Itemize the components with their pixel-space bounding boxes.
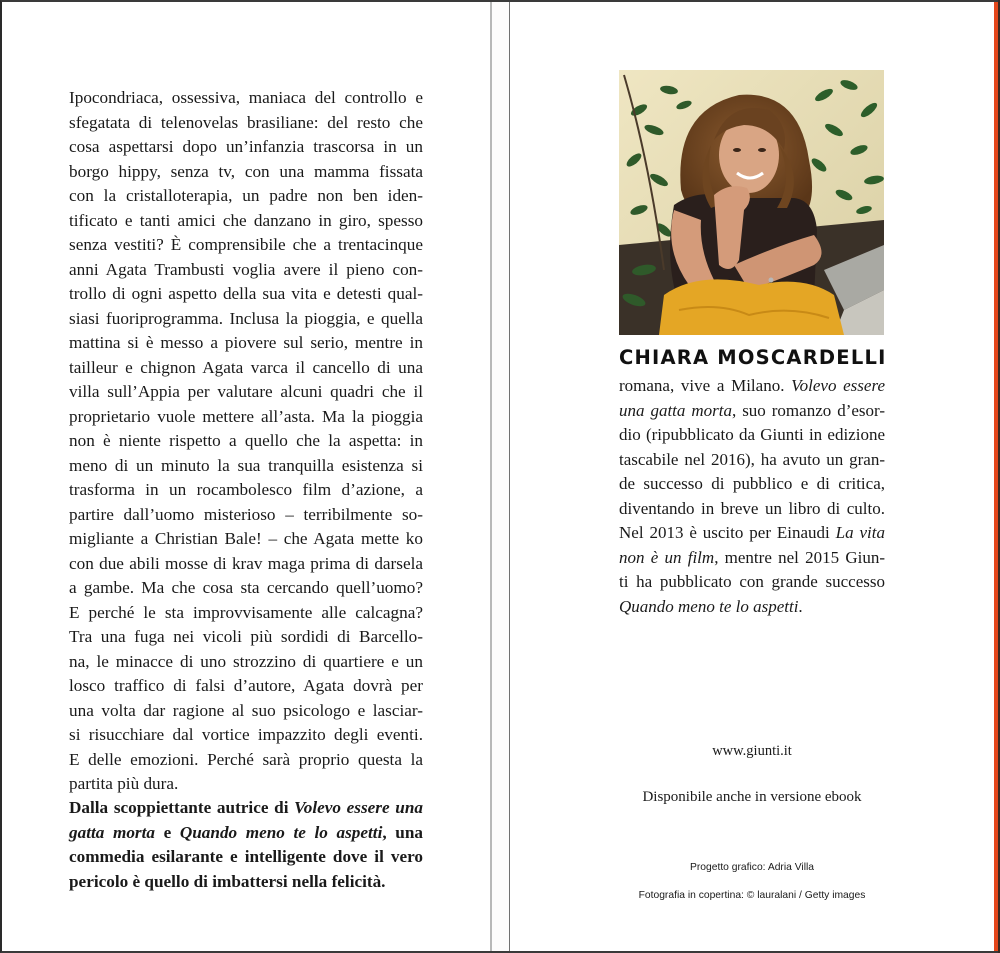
blurb-line: cosa aspettarsi dopo un’infanzia trascorsa in un [69, 137, 423, 156]
book-title: Volevo essere [791, 376, 885, 395]
author-portrait-illustration [619, 70, 884, 335]
blurb-line: si risucchiare dal vortice impazzito degli eventi. [69, 725, 423, 744]
blurb-line: trasforma in un rocambolesco film d’azione, a [69, 480, 423, 499]
blurb-line: partita più dura. [69, 774, 179, 793]
blurb-line: E delle emozioni. Perché sarà proprio questa la [69, 749, 423, 769]
blurb-line: villa sull’Appia per valutare alcuni quadri che il [69, 382, 423, 401]
tagline-line [69, 821, 423, 846]
blurb-line: Ipocondriaca, ossessiva, maniaca del controllo e [69, 88, 423, 107]
promo-tagline [69, 796, 423, 894]
blurb-line: senza vestiti? È comprensibile che a trentacinque [69, 235, 423, 254]
bio-text: romana, vive a Milano. [619, 376, 792, 395]
design-credit: Progetto grafico: Adria Villa [689, 862, 814, 873]
blurb-line: migliante a Christian Bale! – che Agata mette ko [69, 529, 423, 548]
bio-text: Nel 2013 è uscito per Einaudi [619, 523, 836, 542]
book-title: Volevo essere una [294, 798, 423, 817]
bio-text: , mentre nel 2015 Giun- [714, 547, 885, 567]
book-title: Quando meno te lo aspetti [179, 822, 383, 842]
publisher-website[interactable]: www.giunti.it [712, 743, 792, 759]
bio-text: . [798, 596, 803, 616]
blurb-line: non è niente rispetto a quello che la aspetta: in [69, 431, 423, 450]
blurb-line: a gambe. Ma che cosa sta cercando quell’uomo? [69, 578, 423, 597]
tagline-line [69, 796, 423, 821]
blurb-line: siasi fuoriprogramma. Inclusa la pioggia, e quella [69, 308, 423, 328]
tagline-text: Dalla scoppiettante autrice di [69, 798, 295, 817]
blurb-line: sfegatata di telenovelas brasiliane: del resto che [69, 112, 423, 132]
blurb-line: trollo di ogni aspetto della sua vita e detesti qual- [69, 284, 423, 303]
bio-line: de successo di pubblico e di critica, [619, 474, 885, 493]
blurb-line: losco traffico di falsi d’autore, Agata dovrà per [69, 676, 423, 695]
bio-line: tascabile nel 2016), ha avuto un gran- [619, 449, 885, 469]
blurb-line: mattina si è messo a piovere sul serio, mentre in [69, 333, 423, 352]
blurb-line: na, le minacce di uno strozzino di quartiere e un [69, 651, 423, 671]
blurb-line: E perché le sta improvvisamente alle calcagna? [69, 602, 423, 622]
bio-line [619, 521, 885, 546]
blurb-line: anni Agata Trambusti voglia avere il pieno con- [69, 259, 423, 279]
author-name: CHIARA MOSCARDELLI [619, 346, 887, 369]
bio-line [619, 399, 885, 424]
blurb-line: una volta dar ragione al suo psicologo e lasciar- [69, 700, 423, 720]
cover-photo-credit: Fotografia in copertina: © lauralani / Getty images [638, 890, 866, 901]
blurb-line: proprietario vuole mettere all’asta. Ma la pioggia [69, 406, 423, 426]
blurb-line: Tra una fuga nei vicoli più sordidi di Barcello- [69, 627, 423, 646]
fold-line-right [509, 2, 510, 951]
bio-text: , suo romanzo d’esor- [731, 400, 885, 420]
bio-line [619, 546, 885, 571]
blurb-line: con due abili mosse di krav maga prima di darsela [69, 553, 423, 573]
blurb-line: meno di un minuto la sua tranquilla esistenza si [69, 455, 423, 475]
author-bio [619, 374, 885, 619]
book-title: La vita [835, 523, 885, 542]
blurb-line: borgo hippy, senza tv, con una mamma fissata [69, 161, 423, 181]
book-title: gatta morta [69, 822, 155, 842]
book-title: non è un film [619, 547, 715, 567]
book-title: Quando meno te lo aspetti [619, 596, 799, 616]
author-photo [619, 70, 884, 335]
blurb-line: tailleur e chignon Agata varca il cancello di una [69, 357, 423, 377]
bio-line [619, 374, 885, 399]
tagline-line: commedia esilarante e intelligente dove il vero [69, 847, 423, 866]
tagline-text: e [154, 822, 180, 842]
bio-line: diventando in breve un libro di culto. [619, 498, 885, 518]
ebook-availability-note: Disponibile anche in versione ebook [642, 789, 862, 805]
tagline-text: , una [382, 822, 423, 842]
book-title: una gatta morta [619, 400, 732, 420]
bio-line: dio (ripubblicato da Giunti in edizione [619, 425, 885, 444]
bio-line: ti ha pubblicato con grande successo [619, 572, 885, 591]
tagline-line: pericolo è quello di imbattersi nella felicità. [69, 871, 386, 891]
synopsis-blurb [69, 86, 423, 797]
bio-line [619, 595, 885, 620]
blurb-line: partire dall’uomo misterioso – terribilmente so- [69, 504, 423, 524]
blurb-line: tificato e tanti amici che danzano in giro, spesso [69, 210, 423, 230]
spine-gap [492, 2, 509, 951]
blurb-line: con la cristalloterapia, un padre non ben iden- [69, 186, 423, 205]
